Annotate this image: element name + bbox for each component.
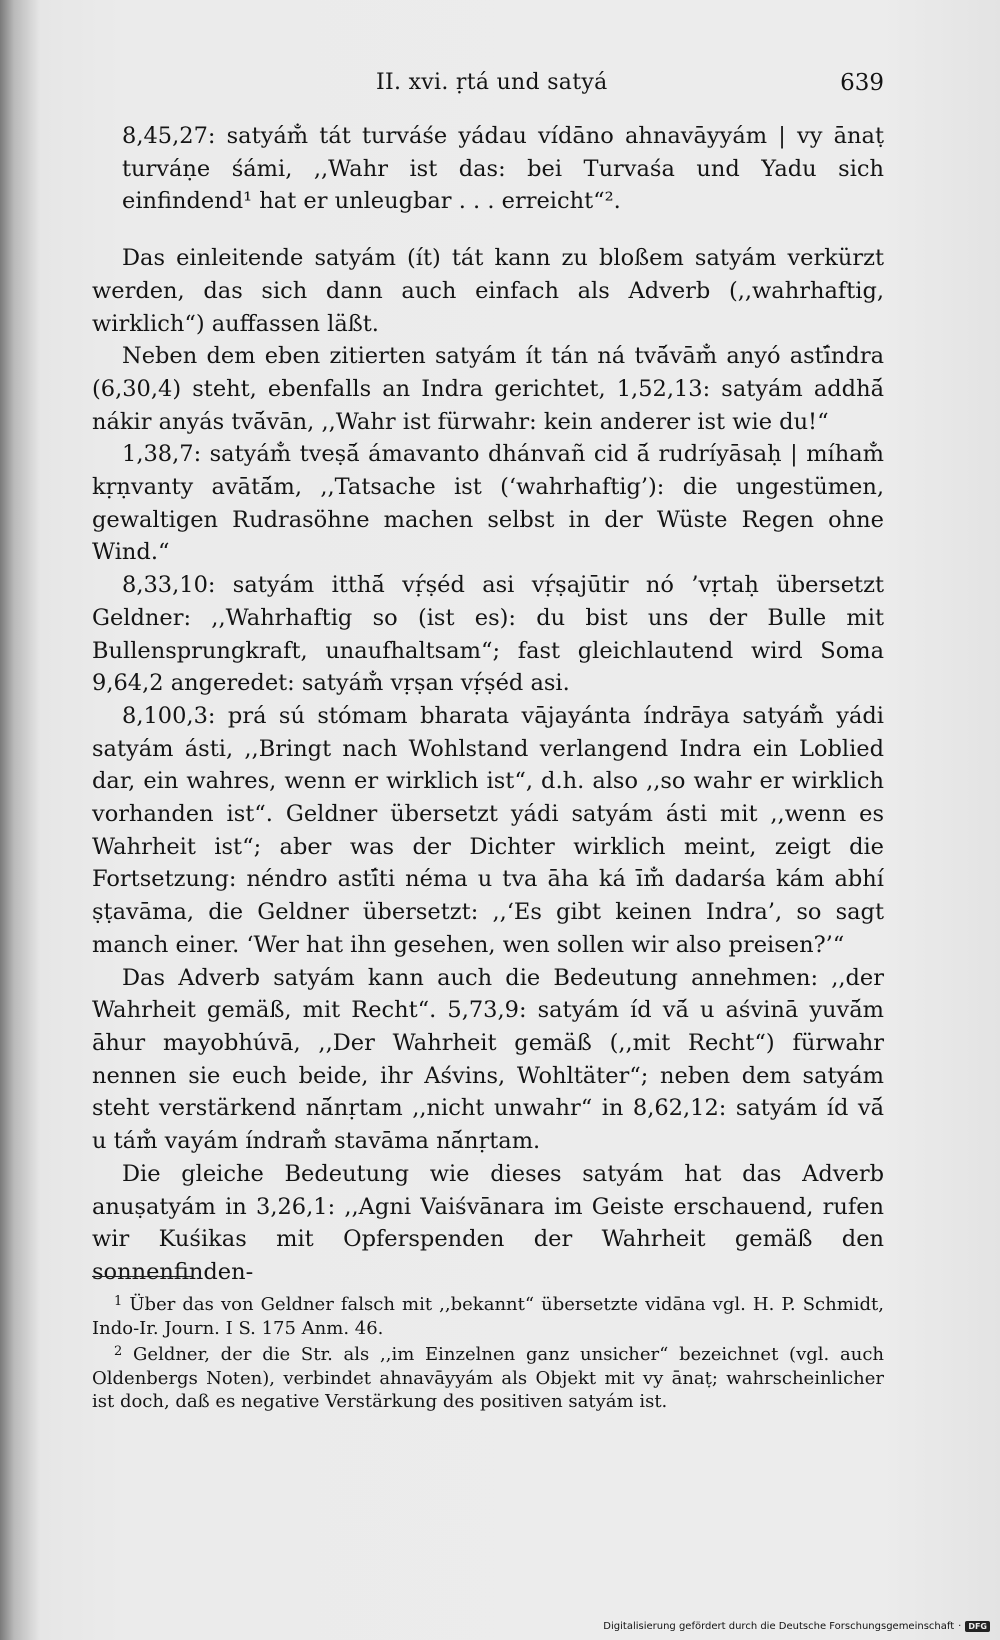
paragraph-satyam-tat: Das einleitende satyám (ít) tát kann zu bloßem satyám verkürzt werden, das sich dann auch einfach als Adverb (,,wahrhaftig, wirklich“) auffassen läßt. bbox=[92, 245, 884, 337]
paragraph-anusatyam: Die gleiche Bedeutung wie dieses satyám hat das Adverb anuṣatyám in 3,26,1: ,,Agni Vaiśvānara im Geiste erschauend, rufen wir Kuśikas mit Opferspenden der Wahrheit gemäß den sonnenfinden- bbox=[92, 1160, 884, 1285]
paragraph-quote-8-45-27: 8,45,27: satyám̐ tát turváśe yádau vídāno ahnavāyyám | vy ānaṭ turváṇe śámi, ,,Wahr ist das: bei Turvaśa und Yadu sich einfindend¹ hat er unleugbar . . . erreicht“². bbox=[122, 123, 884, 215]
footnote-2-text: Geldner, der die Str. als ,,im Einzelnen ganz unsicher“ bezeichnet (vgl. auch Oldenbergs Noten), verbindet ahnavāyyám als Objekt mit vy ānaṭ; wahrscheinlicher ist doch, daß es negative Verstärkung des positiven satyám ist. bbox=[92, 1344, 884, 1412]
digitization-credit: Digitalisierung gefördert durch die Deutsche Forschungsgemeinschaft · DFG bbox=[603, 1621, 990, 1632]
paragraph-1-38-7: 1,38,7: satyám̐ tveṣā́ ámavanto dhánvañ cid ā́ rudríyāsaḥ | míham̐ kṛṇvanty avātā́m, ,,Tatsache ist (‘wahrhaftig’): die ungestümen, gewaltigen Rudrasöhne machen selbst in der Wüste Regen ohne Wind.“ bbox=[92, 441, 884, 566]
footnote-1 bbox=[92, 1290, 884, 1340]
running-title: II. xvi. ṛtá und satyá bbox=[376, 70, 608, 95]
credit-text: Digitalisierung gefördert durch die Deutsche Forschungsgemeinschaft bbox=[603, 1621, 955, 1632]
page-header bbox=[92, 62, 884, 102]
paragraph-8-100-3: 8,100,3: prá sú stómam bharata vājayánta índrāya satyám̐ yádi satyám ásti, ,,Bringt nach Wohlstand verlangend Indra ein Loblied dar, ein wahres, wenn er wirklich ist“, d.h. also ,,so wahr er wirklich vorhanden ist“. Geldner übersetzt yádi satyám ásti mit ,,wenn es Wahrheit ist“; aber was der Dichter wirklich meint, zeigt die Fortsetzung: néndro astī́ti néma u tva āha ká īm̐ dadarśa kám abhí ṣṭavāma, die Geldner übersetzt: ,,‘Es gibt keinen Indra’, so sagt manch einer. ‘Wer hat ihn gesehen, wen sollen wir also preisen?’“ bbox=[92, 702, 884, 958]
footnotes bbox=[92, 1290, 884, 1414]
footnote-1-text: Über das von Geldner falsch mit ,,bekannt“ übersetzte vidāna vgl. H. P. Schmidt, Indo-Ir. Journ. I S. 175 Anm. 46. bbox=[92, 1294, 884, 1339]
footnote-2-mark: 2 bbox=[114, 1344, 123, 1359]
paragraph-neben-dem: Neben dem eben zitierten satyám ít tán ná tvā́vām̐ anyó astī́ndra (6,30,4) steht, ebenfalls an Indra gerichtet, 1,52,13: satyám addhā́ nákir anyás tvā́vān, ,,Wahr ist fürwahr: kein anderer ist wie du!“ bbox=[92, 343, 884, 435]
paragraph-gap bbox=[92, 218, 884, 242]
main-text bbox=[92, 120, 884, 1289]
footnote-rule bbox=[92, 1276, 192, 1277]
footnote-2 bbox=[92, 1340, 884, 1414]
page-number: 639 bbox=[840, 70, 884, 96]
paragraph-adverb-satyam: Das Adverb satyám kann auch die Bedeutung annehmen: ,,der Wahrheit gemäß, mit Recht“. 5,73,9: satyám íd vā́ u aśvinā yuvā́m āhur mayobhúvā, ,,Der Wahrheit gemäß (,,mit Recht“) fürwahr nennen sie euch beide, ihr Aśvins, Wohltäter“; neben dem satyám steht verstärkend nā́nṛtam ,,nicht unwahr“ in 8,62,12: satyám íd vā́ u tám̐ vayám índram̐ stavāma nā́nṛtam. bbox=[92, 964, 884, 1155]
footnote-1-mark: 1 bbox=[114, 1294, 123, 1309]
paragraph-8-33-10: 8,33,10: satyám itthā́ vṛ́ṣéd asi vṛ́ṣajūtir nó ’vṛtaḥ übersetzt Geldner: ,,Wahrhaftig so (ist es): du bist uns der Bulle mit Bullensprungkraft, unaufhaltsam“; fast gleichlautend wird Soma 9,64,2 angeredet: satyám̐ vṛṣan vṛ́ṣéd asi. bbox=[92, 572, 884, 697]
dfg-logo-icon: DFG bbox=[965, 1621, 990, 1632]
